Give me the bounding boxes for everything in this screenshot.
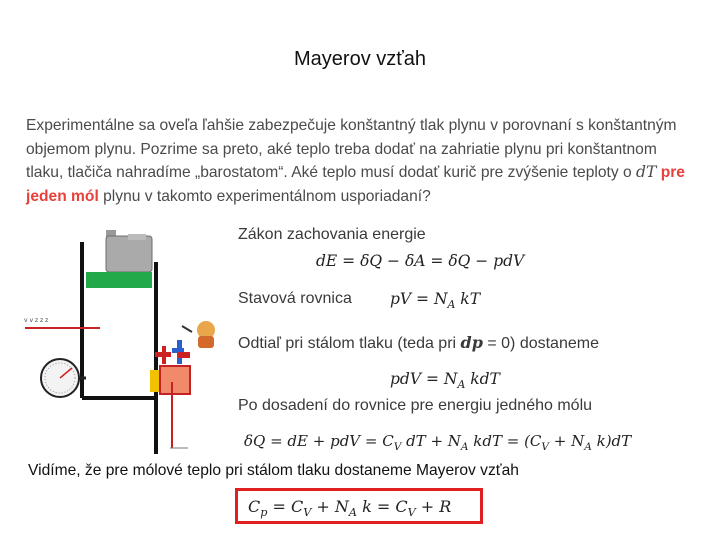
intro-highlight: pre jeden mól	[26, 164, 685, 205]
energy-law-label: Zákon zachovania energie	[238, 226, 426, 243]
mayer-equation: $C_p = C_V + N_A$ $k = C_V + R$	[248, 497, 452, 520]
svg-text:v v z z z: v v z z z	[24, 317, 49, 324]
substituted-equation: δQ = dE + pdV = $C_V$ dT + $N_A$ kdT = ($C_V + N_A$ k)dT	[244, 432, 632, 453]
substitution-label: Po dosadení do rovnice pre energiu jedného mólu	[238, 397, 593, 414]
apparatus-illustration	[20, 222, 235, 460]
heater	[160, 366, 190, 394]
intro-text-end: plynu v takomto experimentálnom usporiadaní?	[98, 187, 431, 205]
state-equation-label: Stavová rovnica	[238, 290, 352, 307]
energy-equation: dE = δQ − δA = δQ − pdV	[316, 252, 525, 270]
state-equation: pV = $N_A$ kT	[390, 290, 481, 312]
weight	[106, 236, 152, 272]
piston	[86, 272, 152, 288]
result-box	[235, 488, 483, 524]
page-title: Mayerov vzťah	[294, 48, 426, 70]
conclusion-text: Vidíme, že pre mólové teplo pri stálom tlaku dostaneme Mayerov vzťah	[28, 462, 519, 479]
intro-dT: dT	[635, 163, 657, 181]
dp-symbol: dp	[460, 333, 483, 352]
derived-equation: pdV = $N_A$ kdT	[390, 370, 500, 392]
intro-text: Experimentálne sa oveľa ľahšie zabezpečuje konštantný tlak plynu v porovnaní s konštantným objemom plynu. Pozrime sa preto, aké teplo treba dodať na zahriatie plynu pri konštantnom tlaku, tlačiča nahradíme „barostatom“. Aké teplo musí dodať kurič pre zvýšenie teploty o	[26, 117, 677, 181]
derive-label: Odtiaľ pri stálom tlaku (teda pri dp = 0) dostaneme	[238, 333, 599, 352]
intro-paragraph	[26, 114, 691, 208]
